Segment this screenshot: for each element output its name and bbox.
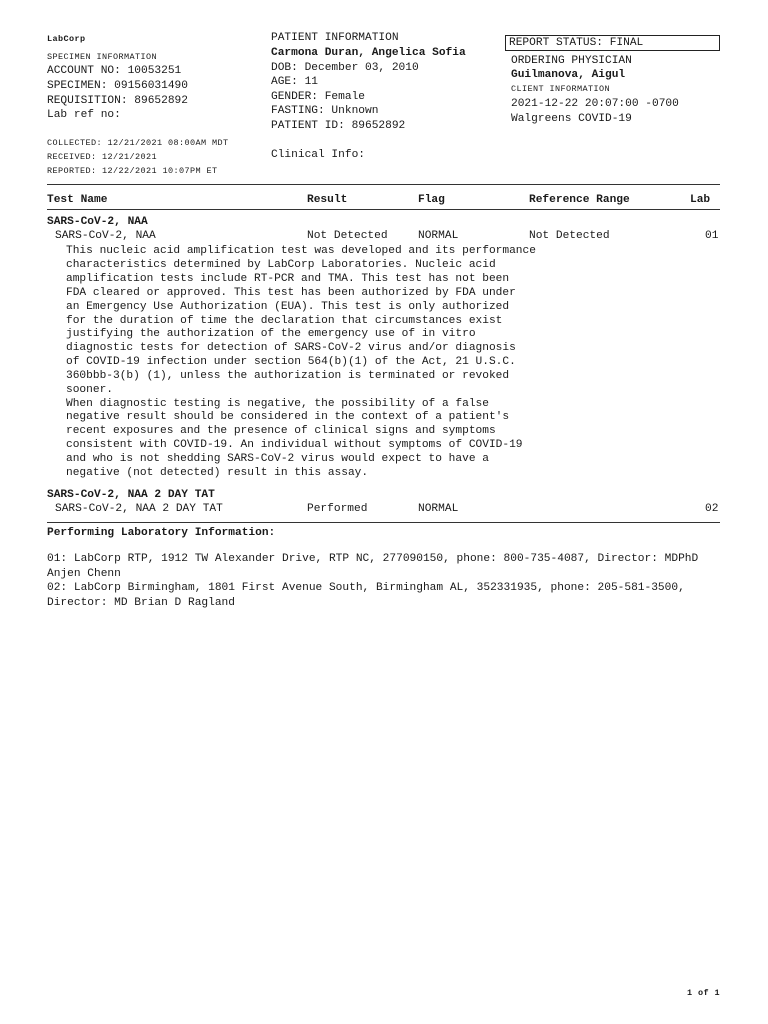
patient-name: Carmona Duran, Angelica Sofia (271, 47, 466, 59)
clinical-info: Clinical Info: (271, 149, 365, 161)
comment-line: an Emergency Use Authorization (EUA). This test is only authorized (66, 301, 510, 313)
performing-lab-title: Performing Laboratory Information: (47, 527, 276, 539)
comment-line: recent exposures and the presence of clinical signs and symptoms (66, 425, 496, 437)
client-name: Walgreens COVID-19 (511, 113, 632, 125)
received-date: RECEIVED: 12/21/2021 (47, 152, 158, 162)
patient-fasting: FASTING: Unknown (271, 105, 379, 117)
column-header-result: Result (307, 194, 348, 206)
performing-lab-line: 01: LabCorp RTP, 1912 TW Alexander Drive, RTP NC, 277090150, phone: 800-735-4087, Director: MDPhD (47, 553, 699, 565)
patient-dob: DOB: December 03, 2010 (271, 62, 419, 74)
performing-lab-line: 02: LabCorp Birmingham, 1801 First Avenue South, Birmingham AL, 352331935, phone: 205-581-3500, (47, 582, 685, 594)
comment-line: negative (not detected) result in this assay. (66, 467, 369, 479)
report-status-box (505, 35, 720, 51)
header-divider (47, 184, 720, 185)
reference-range-cell: Not Detected (529, 230, 610, 242)
patient-age: AGE: 11 (271, 76, 318, 88)
ordering-physician-label: ORDERING PHYSICIAN (511, 55, 632, 67)
specimen-section-label: SPECIMEN INFORMATION (47, 52, 158, 62)
performing-lab-line: Anjen Chenn (47, 568, 121, 580)
result-cell: Not Detected (307, 230, 388, 242)
report-status: REPORT STATUS: FINAL (509, 37, 644, 49)
comment-line: diagnostic tests for detection of SARS-CoV-2 virus and/or diagnosis (66, 342, 516, 354)
client-datetime: 2021-12-22 20:07:00 -0700 (511, 98, 679, 110)
comment-line: of COVID-19 infection under section 564(b)(1) of the Act, 21 U.S.C. (66, 356, 516, 368)
lab-name: LabCorp (47, 34, 86, 44)
table-bottom-divider (47, 522, 720, 523)
patient-gender: GENDER: Female (271, 91, 365, 103)
comment-line: 360bbb-3(b) (1), unless the authorization is terminated or revoked (66, 370, 510, 382)
lab-cell: 01 (705, 230, 719, 242)
comment-line: amplification tests include RT-PCR and TMA. This test has not been (66, 273, 510, 285)
account-number: ACCOUNT NO: 10053251 (47, 65, 182, 77)
specimen-number: SPECIMEN: 09156031490 (47, 80, 188, 92)
test-group-title: SARS-CoV-2, NAA 2 DAY TAT (47, 489, 215, 501)
test-group-title: SARS-CoV-2, NAA (47, 216, 148, 228)
column-header-lab: Lab (690, 194, 711, 206)
requisition-number: REQUISITION: 89652892 (47, 95, 188, 107)
test-name-cell: SARS-CoV-2, NAA (55, 230, 156, 242)
flag-cell: NORMAL (418, 230, 459, 242)
reported-date: REPORTED: 12/22/2021 10:07PM ET (47, 166, 218, 176)
test-name-cell: SARS-CoV-2, NAA 2 DAY TAT (55, 503, 223, 515)
column-header-test: Test Name (47, 194, 108, 206)
comment-line: When diagnostic testing is negative, the possibility of a false (66, 398, 489, 410)
performing-lab-line: Director: MD Brian D Ragland (47, 597, 235, 609)
client-section-label: CLIENT INFORMATION (511, 84, 611, 94)
page-number: 1 of 1 (687, 988, 721, 998)
comment-line: This nucleic acid amplification test was developed and its performance (66, 245, 536, 257)
column-header-range: Reference Range (529, 194, 630, 206)
column-header-flag: Flag (418, 194, 445, 206)
comment-line: sooner. (66, 384, 113, 396)
comment-line: justifying the authorization of the emergency use of in vitro (66, 328, 476, 340)
comment-line: negative result should be considered in the context of a patient's (66, 411, 510, 423)
comment-line: characteristics determined by LabCorp Laboratories. Nucleic acid (66, 259, 496, 271)
comment-line: FDA cleared or approved. This test has been authorized by FDA under (66, 287, 516, 299)
table-header-divider (47, 209, 720, 210)
ordering-physician-name: Guilmanova, Aigul (511, 69, 626, 81)
result-cell: Performed (307, 503, 368, 515)
patient-id: PATIENT ID: 89652892 (271, 120, 406, 132)
comment-line: and who is not shedding SARS-CoV-2 virus would expect to have a (66, 453, 489, 465)
lab-cell: 02 (705, 503, 719, 515)
comment-line: for the duration of time the declaration that circumstances exist (66, 315, 503, 327)
collected-date: COLLECTED: 12/21/2021 08:00AM MDT (47, 138, 229, 148)
flag-cell: NORMAL (418, 503, 459, 515)
comment-line: consistent with COVID-19. An individual without symptoms of COVID-19 (66, 439, 523, 451)
patient-section-label: PATIENT INFORMATION (271, 32, 399, 44)
lab-ref: Lab ref no: (47, 109, 121, 121)
